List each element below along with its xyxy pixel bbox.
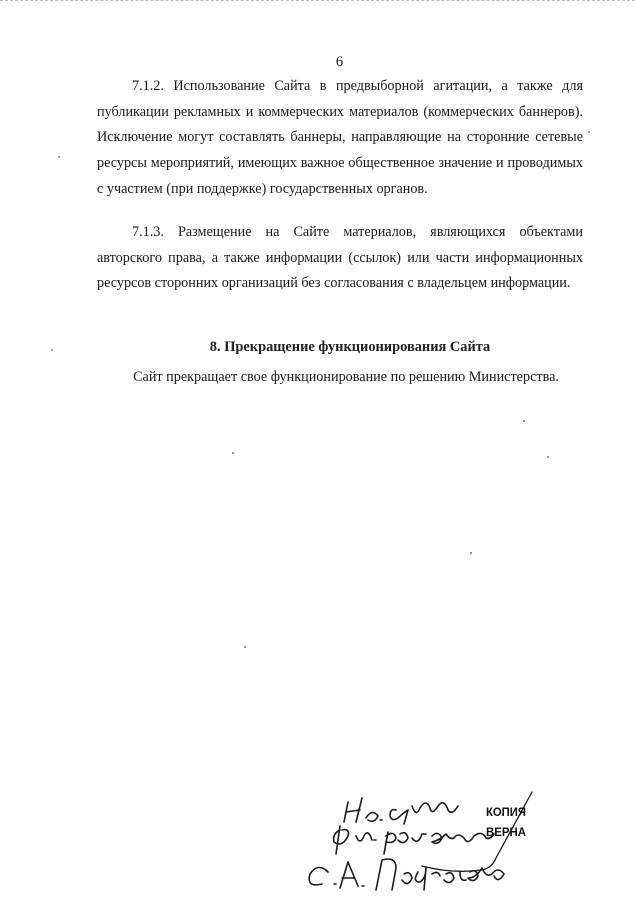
scan-speck bbox=[470, 552, 472, 554]
scan-speck bbox=[244, 646, 246, 648]
svg-text:ВЕРНА: ВЕРНА bbox=[486, 825, 527, 839]
scan-speck bbox=[523, 420, 525, 422]
scan-speck bbox=[58, 156, 60, 158]
scan-speck bbox=[588, 131, 590, 133]
page-number: 6 bbox=[335, 54, 344, 70]
section-heading: 8. Прекращение функционирования Сайта bbox=[209, 339, 491, 355]
signature-stamp-image bbox=[300, 780, 560, 895]
paragraph-text: 7.1.2. Использование Сайта в предвыборной агитации, а также для публикации рекламных и коммерческих материалов (коммерческих баннеров). Исключение могут составлять баннеры, направляющие на сторонние сетевые ресурсы мероприятий, имеющих важное общественное значение и проводимых с участием (при поддержке) государственных органов. bbox=[97, 78, 583, 197]
svg-text:КОПИЯ: КОПИЯ bbox=[486, 805, 526, 819]
scan-speck bbox=[51, 349, 53, 351]
paragraph-text: 7.1.3. Размещение на Сайте материалов, являющихся объектами авторского права, а также информации (ссылок) или части информационных ресурсов сторонних организаций без согласования с владельцем информации. bbox=[97, 224, 583, 292]
closing-paragraph: Сайт прекращает свое функционирование по решению Министерства. bbox=[133, 369, 559, 385]
scan-speck bbox=[547, 456, 549, 458]
paragraph-7-1-2 bbox=[97, 74, 583, 203]
scan-top-edge bbox=[0, 0, 635, 4]
paragraph-7-1-3 bbox=[97, 220, 583, 297]
scan-speck bbox=[232, 452, 234, 454]
